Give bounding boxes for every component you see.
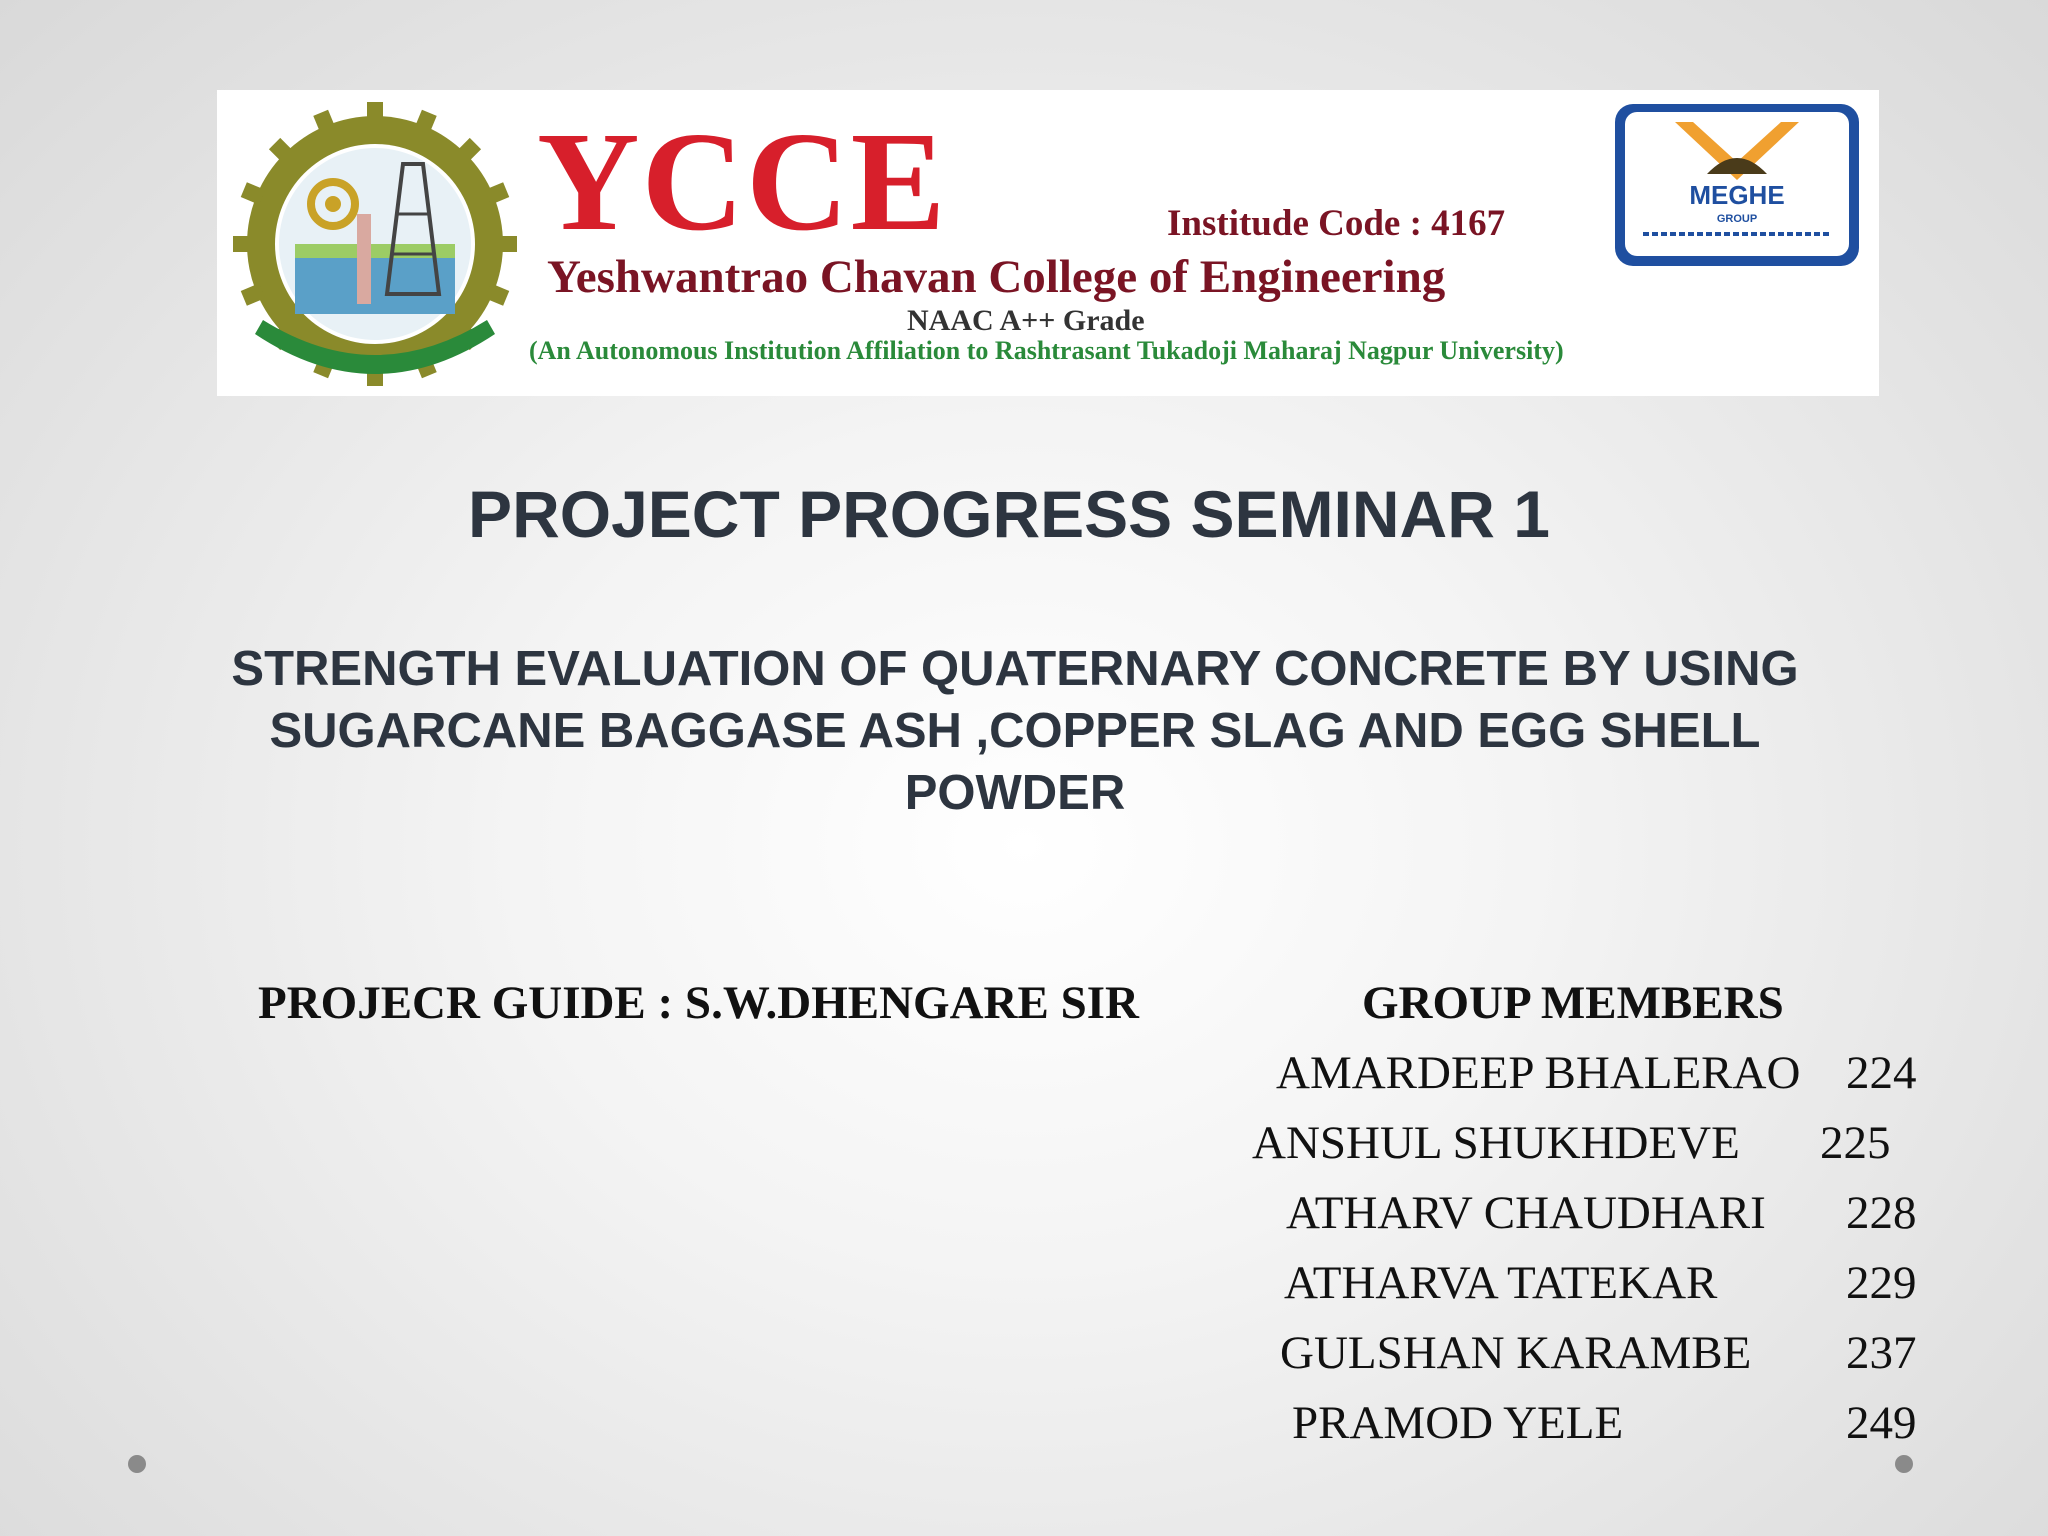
member-name: AMARDEEP BHALERAO (1276, 1047, 1801, 1099)
member-name: PRAMOD YELE (1292, 1397, 1624, 1449)
member-row (1276, 1046, 1926, 1106)
member-roll: 225 (1820, 1117, 1891, 1169)
brand-name: YCCE (537, 102, 948, 260)
member-roll: 237 (1846, 1327, 1917, 1379)
college-seal-icon (225, 94, 525, 394)
college-banner (217, 90, 1879, 396)
project-guide: PROJECR GUIDE : S.W.DHENGARE SIR (258, 977, 1139, 1029)
member-name: ATHARV CHAUDHARI (1286, 1187, 1766, 1239)
member-roll: 228 (1846, 1187, 1917, 1239)
member-row (1292, 1396, 1942, 1456)
project-title-line: STRENGTH EVALUATION OF QUATERNARY CONCRETE BY USING (231, 642, 1799, 696)
seminar-title: PROJECT PROGRESS SEMINAR 1 (468, 477, 1550, 551)
member-roll: 229 (1846, 1257, 1917, 1309)
member-name: ANSHUL SHUKHDEVE (1252, 1117, 1740, 1169)
project-title-line: SUGARCANE BAGGASE ASH ,COPPER SLAG AND EGG SHELL (269, 704, 1761, 758)
affiliation-text: (An Autonomous Institution Affiliation to Rashtrasant Tukadoji Maharaj Nagpur University) (529, 336, 1564, 365)
member-row (1286, 1186, 1936, 1246)
member-row (1280, 1326, 1930, 1386)
project-title-line: POWDER (904, 766, 1126, 820)
college-name: Yeshwantrao Chavan College of Engineering (547, 251, 1446, 303)
member-row (1284, 1256, 1934, 1316)
member-row (1252, 1116, 1902, 1176)
project-title (170, 638, 1860, 824)
member-roll: 249 (1846, 1397, 1917, 1449)
decorative-dot-left (128, 1455, 146, 1473)
member-roll: 224 (1846, 1047, 1917, 1099)
meghe-logo-name: MEGHE (1689, 180, 1785, 210)
meghe-group-logo (1613, 102, 1861, 268)
institute-code: Institude Code : 4167 (1167, 203, 1506, 244)
meghe-logo-sub: GROUP (1716, 213, 1758, 225)
group-members-heading: GROUP MEMBERS (1362, 977, 1784, 1029)
member-name: ATHARVA TATEKAR (1284, 1257, 1718, 1309)
decorative-dot-right (1895, 1455, 1913, 1473)
naac-grade: NAAC A++ Grade (907, 304, 1145, 337)
member-name: GULSHAN KARAMBE (1280, 1327, 1752, 1379)
